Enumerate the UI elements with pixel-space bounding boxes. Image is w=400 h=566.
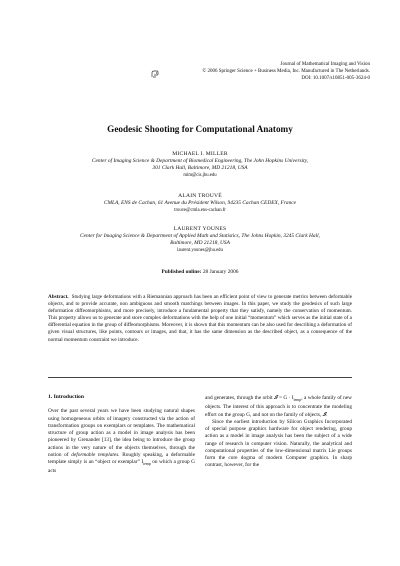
text-run: and generates, through the orbit 𝓘 = G · I [205,395,294,401]
author-email: laurent.younes@jhu.edu [177,248,223,253]
text-run: on which a group G acts [48,459,195,475]
section-heading: 1. Introduction [48,394,84,400]
emphasis-text: deformable templates. [71,451,120,458]
journal-header [120,61,370,82]
abstract-text: Studying large deformations with a Riemannian approach has been an efficient point of view to generate metrics between deformable objects, and to provide accurate, non ambiguous and smooth matchings between images. In this paper, we study the geodesics of such large deformation diffeomorphisms, and more precisely, introduce a fundamental property that they satisfy, namely the conservation of momentum. This property allows us to generate and store complex deformations with the help of one initial “momentum” which serves as the initial state of a differential equation in the group of diffeomorphisms. Moreover, it is shown that this momentum can be also used for describing a deformation of given visual structures, like points, contours or images, and that, it has the same dimension as the described object, as a consequence of the normal momentum constraint we introduce. [48,294,352,343]
author-email: trouve@cmla.ens-cachan.fr [174,208,226,213]
author-block-younes [32,225,368,254]
abstract-label: Abstract. [48,294,69,300]
text-run: Roughly speaking, a deformable template simply is an “object or exemplar” I [48,451,195,465]
text-run: , a whole family of new objects. The interest of this approach is to concentrate the modeling effort on the group G, and not on the family of objects, 𝓘. [205,395,352,418]
abstract [48,294,352,344]
section-divider [48,377,352,378]
author-name: MICHAEL I. MILLER [172,151,228,157]
published-line [0,269,400,275]
author-affiliation: Center of Imaging Science & Department of Biomedical Engineering, The John Hopkins University, [91,158,309,164]
published-label: Published online: [161,269,202,275]
journal-name: Journal of Mathematical Imaging and Vision [280,62,370,67]
author-affiliation: CMLA, ENS de Cachan, 61 Avenue du Président Wilson, 94235 Cachan CEDEX, France [103,200,297,206]
intro-paragraph [205,395,352,419]
right-column [205,395,352,470]
author-affiliation: Baltimore, MD 21218, USA [170,240,230,246]
author-block-miller [32,150,368,179]
author-affiliation: Center for Imaging Science & Department of Applied Math and Statistics, The Johns Hopkin, 3245 Clark Hall, [80,233,320,239]
intro-paragraph [48,408,195,475]
subscript: temp [143,462,151,467]
text-run: Over the past several years we have been studying natural shapes using homogeneous orbits of imagery constructed via the action of transformation groups on exemplars or templates. The mathematical structure of group action as a model in image analysis has been pioneered by Grenander [13], the idea being to introduce the group actions in the very nature of the objects themselves, through the notion of [48,408,195,458]
intro-paragraph: Since the earliest introduction by Silicon Graphics Incorporated of special purpose graphics hardware for object rendering, group action as a model in image analysis has been the subject of a wide range of research in computer vision. Naturally, the analytical and computational properties of the low-dimensional matrix Lie groups form the core dogma of modern Computer graphics. In sharp contrast, however, for the [205,418,352,469]
author-affiliation: 301 Clark Hall, Baltimore, MD 21218, USA [152,165,248,171]
left-column [48,394,195,476]
subscript: temp [293,398,302,403]
paper-title: Geodesic Shooting for Computational Anatomy [107,124,293,134]
author-name: LAURENT YOUNES [173,226,227,232]
doi-line: DOI: 10.1007/s10851-005-3624-0 [301,76,370,81]
author-block-trouve [32,192,368,214]
author-name: ALAIN TROUVÉ [178,193,222,199]
copyright-line: © 2006 Springer Science + Business Media, Inc. Manufactured in The Netherlands. [202,69,370,74]
published-date: 28 January 2006 [202,269,239,275]
author-email: mim@cis.jhu.edu [183,173,217,178]
